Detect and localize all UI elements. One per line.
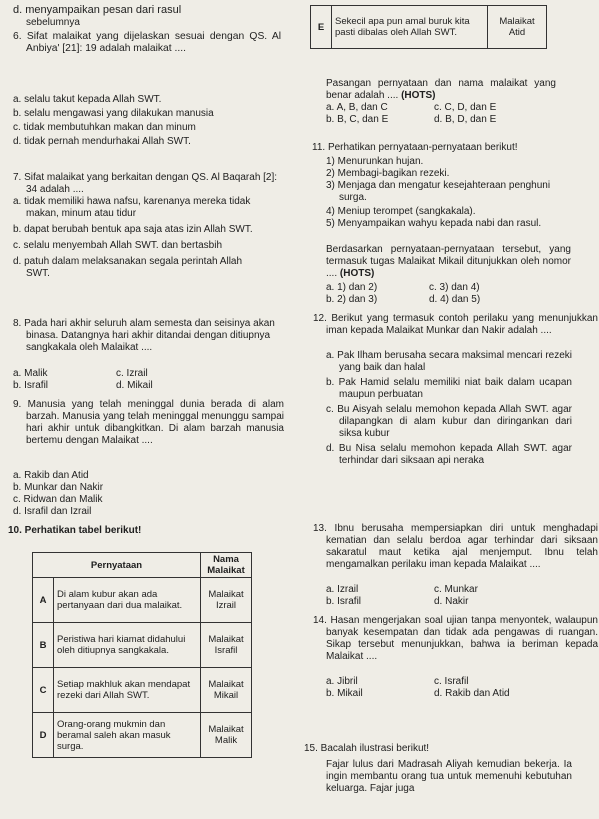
q5-option-d-cont: sebelumnya [26, 17, 80, 28]
q12-option-d: d. Bu Nisa selalu memohon kepada Allah SWT. agar terhindar dari siksaan api neraka [326, 443, 572, 466]
table-row [33, 578, 252, 623]
q13-options [326, 584, 536, 608]
row-statement: Peristiwa hari kiamat didahului oleh ditiupnya sangkakala. [54, 623, 201, 668]
q10-option-b: b. B, C, dan E [326, 114, 389, 125]
row-name: Malaikat Israfil [201, 623, 252, 668]
q9-option-b: b. Munkar dan Nakir [13, 482, 104, 493]
q8-option-b: b. Israfil [13, 380, 49, 391]
row-letter: A [33, 578, 54, 623]
q10-question-text: Pasangan pernyataan dan nama malaikat yang benar adalah .... [326, 78, 556, 101]
row-letter: C [33, 668, 54, 713]
statement-table [32, 552, 252, 758]
q14-option-c: c. Israfil [434, 676, 469, 687]
q7-option-b: b. dapat berubah bentuk apa saja atas izin Allah SWT. [13, 224, 253, 235]
q13-option-c: c. Munkar [434, 584, 478, 595]
row-name: Malaikat Atid [488, 6, 547, 49]
q10-stem: 10. Perhatikan tabel berikut! [8, 525, 142, 536]
row-letter: E [311, 6, 332, 49]
q10-option-c: c. C, D, dan E [434, 102, 497, 113]
q8-option-c: c. Izrail [116, 368, 148, 379]
row-statement: Orang-orang mukmin dan beramal saleh akan masuk surga. [54, 713, 201, 758]
q10-options [326, 102, 536, 126]
q11-option-c: c. 3) dan 4) [429, 282, 480, 293]
q10-question [326, 78, 556, 102]
q11-para-text: Berdasarkan pernyataan-pernyataan tersebut, yang termasuk tugas Malaikat Mikail ditunjukkan oleh nomor .... [326, 244, 571, 279]
q13-option-a: a. Izrail [326, 584, 359, 595]
q14-option-a: a. Jibril [326, 676, 358, 687]
q11-item-5: 5) Menyampaikan wahyu kepada nabi dan rasul. [326, 218, 542, 229]
q12-option-a: a. Pak Ilham berusaha secara maksimal mencari rezeki yang baik dan halal [326, 350, 572, 373]
q11-options [326, 282, 526, 306]
q11-option-d: d. 4) dan 5) [429, 294, 481, 305]
hots-badge: (HOTS) [401, 90, 436, 101]
q14-stem: 14. Hasan mengerjakan soal ujian tanpa menyontek, walaupun banyak kesempatan dan tidak ada pengawas di ruangan. Sikap tersebut menunjukkan, bahwa ia beriman kepada Malaikat .... [313, 615, 598, 662]
q12-stem: 12. Berikut yang termasuk contoh perilaku yang menunjukkan iman kepada Malaikat Munkar dan Nakir adalah .... [313, 313, 598, 336]
q9-option-d: d. Israfil dan Izrail [13, 506, 92, 517]
table-row [311, 6, 547, 49]
row-letter: D [33, 713, 54, 758]
q10-option-a: a. A, B, dan C [326, 102, 388, 113]
q11-item-2: 2) Membagi-bagikan rezeki. [326, 168, 450, 179]
statement-table-continued [310, 5, 547, 49]
q8-option-a: a. Malik [13, 368, 48, 379]
q13-stem: 13. Ibnu berusaha mempersiapkan diri untuk menghadapi kematian dan selalu berdoa agar terhindar dari siksaan sakaratul maut ketika ajal menjemput. Ibnu telah mengamalkan perilaku iman kepada Malaikat .... [313, 523, 598, 570]
row-statement: Setiap makhluk akan mendapat rezeki dari Allah SWT. [54, 668, 201, 713]
header-statement: Pernyataan [33, 553, 201, 578]
table-row [33, 713, 252, 758]
q11-item-4: 4) Meniup terompet (sangkakala). [326, 206, 476, 217]
row-statement: Sekecil apa pun amal buruk kita pasti dibalas oleh Allah SWT. [332, 6, 488, 49]
q13-option-d: d. Nakir [434, 596, 469, 607]
q5-option-d: d. menyampaikan pesan dari rasul [13, 4, 182, 16]
q11-option-b: b. 2) dan 3) [326, 294, 378, 305]
table-row [33, 623, 252, 668]
hots-badge: (HOTS) [339, 268, 375, 279]
row-name: Malaikat Izrail [201, 578, 252, 623]
q12-option-c: c. Bu Aisyah selalu memohon kepada Allah SWT. agar dilapangkan di alam kubur dan diringankan dari siksa kubur [326, 404, 572, 439]
q8-options [13, 368, 213, 392]
q11-stem: 11. Perhatikan pernyataan-pernyataan berikut! [312, 142, 518, 153]
q9-stem: 9. Manusia yang telah meninggal dunia berada di alam barzah. Manusia yang telah meninggal menunggu sampai hari akhir untuk dibangkitkan. Di alam barzah manusia bertemu dengan Malaikat .... [13, 399, 284, 446]
q6-option-b: b. selalu mengawasi yang dilakukan manusia [13, 108, 214, 119]
q13-option-b: b. Israfil [326, 596, 362, 607]
row-name: Malaikat Mikail [201, 668, 252, 713]
q11-items [326, 156, 571, 230]
q6-option-d: d. tidak pernah mendurhakai Allah SWT. [13, 136, 191, 147]
q9-options [13, 470, 258, 518]
table-row [33, 668, 252, 713]
q11-item-3: 3) Menjaga dan mengatur kesejahteraan penghuni surga. [326, 180, 551, 203]
row-statement: Di alam kubur akan ada pertanyaan dari dua malaikat. [54, 578, 201, 623]
q12-option-b: b. Pak Hamid selalu memiliki niat baik dalam ucapan maupun perbuatan [326, 377, 572, 400]
header-name: Nama Malaikat [201, 553, 252, 578]
q11-item-1: 1) Menurunkan hujan. [326, 156, 424, 167]
q8-option-d: d. Mikail [116, 380, 153, 391]
q14-options [326, 676, 536, 700]
q7-option-d: d. patuh dalam melaksanakan segala perintah Allah SWT. [13, 256, 243, 279]
q6-option-c: c. tidak membutuhkan makan dan minum [13, 122, 196, 133]
q9-option-a: a. Rakib dan Atid [13, 470, 89, 481]
q7-option-a: a. tidak memiliki hawa nafsu, karenanya mereka tidak makan, minum atau tidur [13, 196, 251, 219]
q15-stem: 15. Bacalah ilustrasi berikut! [304, 743, 430, 754]
q6-stem: 6. Sifat malaikat yang dijelaskan sesuai dengan QS. Al Anbiya' [21]: 19 adalah malaikat .... [13, 31, 281, 54]
q8-stem: 8. Pada hari akhir seluruh alam semesta dan seisinya akan binasa. Datangnya hari akhir ditandai dengan ditiupnya sangkakala oleh Malaikat .... [13, 318, 275, 353]
q7-options [13, 196, 258, 280]
q11-option-a: a. 1) dan 2) [326, 282, 378, 293]
q10-option-d: d. B, D, dan E [434, 114, 497, 125]
table-header-row [33, 553, 252, 578]
q7-option-c: c. selalu menyembah Allah SWT. dan bertasbih [13, 240, 222, 251]
q14-option-d: d. Rakib dan Atid [434, 688, 510, 699]
row-letter: B [33, 623, 54, 668]
q11-para [326, 244, 571, 280]
q12-options [326, 350, 572, 467]
q7-stem: 7. Sifat malaikat yang berkaitan dengan QS. Al Baqarah [2]: 34 adalah .... [13, 172, 278, 195]
q6-options [13, 68, 258, 148]
q9-option-c: c. Ridwan dan Malik [13, 494, 103, 505]
row-name: Malaikat Malik [201, 713, 252, 758]
q15-para: Fajar lulus dari Madrasah Aliyah kemudian bekerja. Ia ingin membantu orang tua untuk memenuhi kebutuhan keluarga. Fajar juga [326, 759, 572, 794]
q14-option-b: b. Mikail [326, 688, 363, 699]
q6-option-a: a. selalu takut kepada Allah SWT. [13, 94, 162, 105]
